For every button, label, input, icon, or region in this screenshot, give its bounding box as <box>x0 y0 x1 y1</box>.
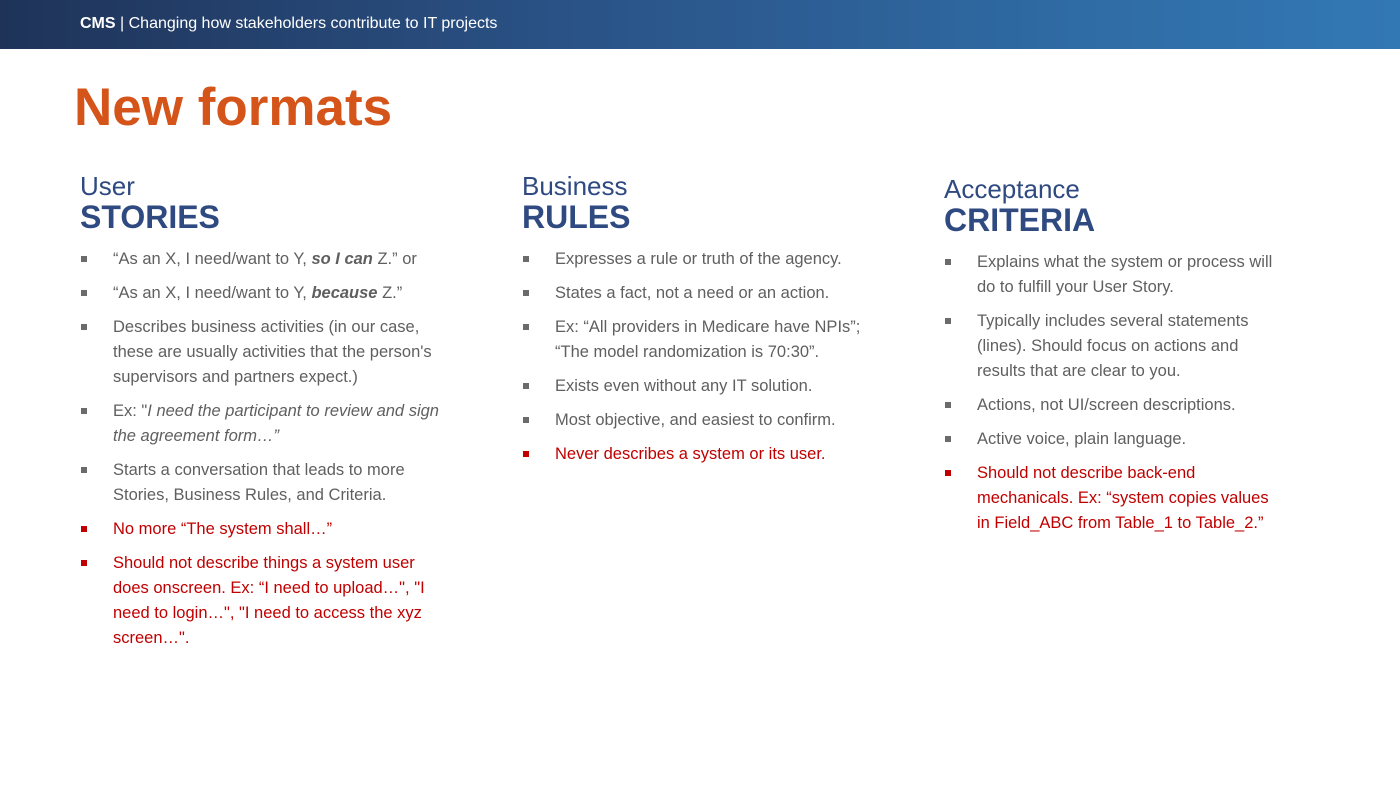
list-item <box>522 374 895 399</box>
list-item-text: Explains what the system or process will do to fulfill your User Story. <box>977 253 1273 296</box>
list-item-text: Expresses a rule or truth of the agency. <box>555 250 842 268</box>
list-item-emphasis: because <box>311 284 378 302</box>
list-item-text: Ex: “All providers in Medicare have NPIs”; “The model randomization is 70:30”. <box>555 318 861 361</box>
header-brand: CMS <box>80 15 116 32</box>
list-item <box>944 427 1281 452</box>
list-item-text: Z.” or <box>372 250 417 268</box>
list-item-text: Never describes a system or its user. <box>555 445 826 463</box>
list-item-text: No more “The system shall…” <box>113 520 333 538</box>
list-item-emphasis: so I can <box>311 250 373 268</box>
list-item-text: Starts a conversation that leads to more Stories, Business Rules, and Criteria. <box>113 461 405 504</box>
list-item-text: Ex: " <box>113 402 148 420</box>
business-rules-heading-small: Business <box>522 171 628 201</box>
bullet-square-icon <box>945 436 951 442</box>
bullet-square-icon <box>945 318 951 324</box>
bullet-square-icon <box>523 451 529 457</box>
business-rules-list <box>522 247 902 467</box>
list-item <box>522 281 895 306</box>
bullet-square-icon <box>81 467 87 473</box>
bullet-square-icon <box>81 256 87 262</box>
list-item <box>522 408 895 433</box>
user-stories-heading-small: User <box>80 171 135 201</box>
bullet-square-icon <box>945 470 951 476</box>
user-stories-heading-big: STORIES <box>80 199 220 235</box>
list-item-italic: I need the participant to review and sign the agreement form…” <box>113 402 439 445</box>
list-item <box>80 458 453 508</box>
bullet-square-icon <box>81 324 87 330</box>
list-item <box>944 309 1281 384</box>
header-separator: | <box>115 15 129 32</box>
list-item-text: Actions, not UI/screen descriptions. <box>977 396 1236 414</box>
list-item-text: States a fact, not a need or an action. <box>555 284 830 302</box>
list-item-text: “As an X, I need/want to Y, <box>113 250 312 268</box>
list-item-text: Describes business activities (in our case, these are usually activities that the person's supervisors and partners expect.) <box>113 318 432 386</box>
list-item-text: Typically includes several statements (lines). Should focus on actions and results that are clear to you. <box>977 312 1249 380</box>
list-item-alert <box>80 551 453 651</box>
user-stories-list <box>80 247 460 651</box>
acceptance-criteria-heading-small: Acceptance <box>944 174 1080 204</box>
bullet-square-icon <box>81 408 87 414</box>
bullet-square-icon <box>81 290 87 296</box>
acceptance-criteria-heading-big: CRITERIA <box>944 202 1096 238</box>
list-item-alert <box>522 442 895 467</box>
acceptance-criteria-column <box>944 173 1324 545</box>
list-item-alert <box>80 517 453 542</box>
bullet-square-icon <box>523 324 529 330</box>
list-item-text: Z.” <box>377 284 403 302</box>
list-item <box>944 393 1281 418</box>
list-item-alert <box>944 461 1281 536</box>
business-rules-column <box>522 170 902 476</box>
business-rules-heading-big: RULES <box>522 199 631 235</box>
slide-title: New formats <box>74 78 393 137</box>
header-text <box>80 14 497 34</box>
bullet-square-icon <box>523 256 529 262</box>
user-stories-column <box>80 170 460 660</box>
header-bar <box>0 0 1400 49</box>
list-item <box>80 315 453 390</box>
bullet-square-icon <box>945 402 951 408</box>
bullet-square-icon <box>523 417 529 423</box>
list-item-text: “As an X, I need/want to Y, <box>113 284 312 302</box>
header-subtitle: Changing how stakeholders contribute to IT projects <box>128 15 498 32</box>
bullet-square-icon <box>945 259 951 265</box>
list-item-text: Should not describe back-end mechanicals. Ex: “system copies values in Field_ABC from Table_1 to Table_2.” <box>977 464 1269 532</box>
list-item <box>522 247 895 272</box>
bullet-square-icon <box>523 290 529 296</box>
list-item <box>80 399 453 449</box>
list-item-text: Most objective, and easiest to confirm. <box>555 411 836 429</box>
list-item-text: Should not describe things a system user does onscreen. Ex: “I need to upload…", "I need to login…", "I need to access the xyz screen…". <box>113 554 425 647</box>
bullet-square-icon <box>523 383 529 389</box>
acceptance-criteria-list <box>944 250 1324 536</box>
bullet-square-icon <box>81 526 87 532</box>
list-item <box>80 247 453 272</box>
list-item <box>522 315 895 365</box>
list-item-text: Active voice, plain language. <box>977 430 1187 448</box>
list-item-text: Exists even without any IT solution. <box>555 377 813 395</box>
bullet-square-icon <box>81 560 87 566</box>
list-item <box>944 250 1281 300</box>
list-item <box>80 281 453 306</box>
